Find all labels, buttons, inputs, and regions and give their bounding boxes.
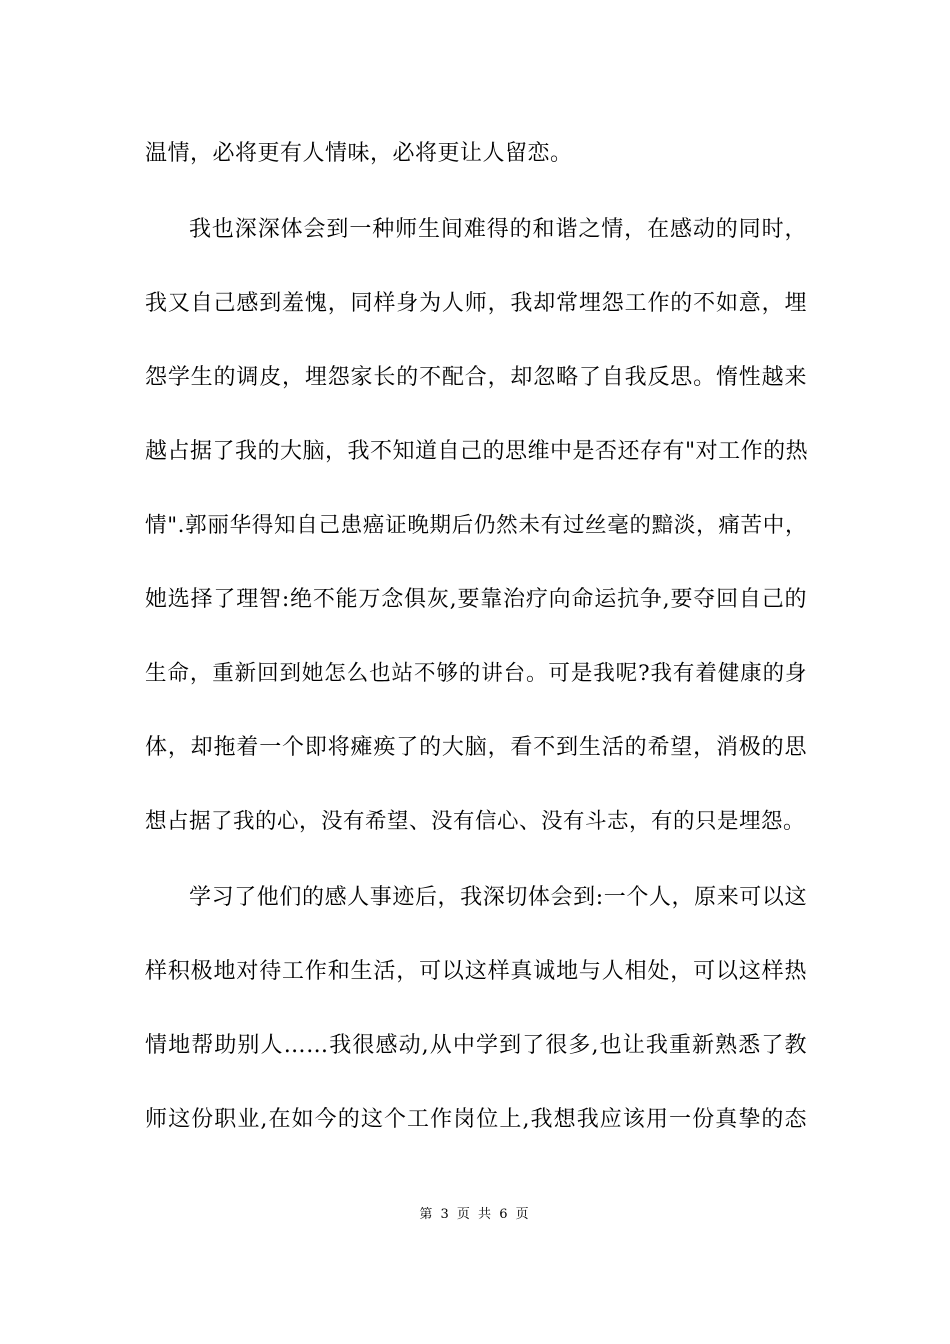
text-line: 温情，必将更有人情味，必将更让人留恋。 [145,141,573,166]
text-line: 越占据了我的大脑，我不知道自己的思维中是否还存有"对工作的热 [145,439,809,464]
text-line: 我又自己感到羞愧，同样身为人师，我却常埋怨工作的不如意，埋 [145,291,807,316]
text-line: 情地帮助别人……我很感动,从中学到了很多,也让我重新熟悉了教 [145,1033,807,1058]
paragraph-first-line: 我也深深体会到一种师生间难得的和谐之情，在感动的同时， [189,217,807,242]
text-line: 体，却拖着一个即将瘫痪了的大脑，看不到生活的希望，消极的思 [145,735,807,760]
text-line: 生命，重新回到她怎么也站不够的讲台。可是我呢?我有着健康的身 [145,661,807,686]
text-line: 样积极地对待工作和生活，可以这样真诚地与人相处，可以这样热 [145,959,807,984]
text-line: 她选择了理智:绝不能万念俱灰,要靠治疗向命运抗争,要夺回自己的 [145,587,807,612]
text-line: 怨学生的调皮，埋怨家长的不配合，却忽略了自我反思。惰性越来 [145,365,807,390]
text-line: 想占据了我的心，没有希望、没有信心、没有斗志，有的只是埋怨。 [145,809,806,834]
text-line: 师这份职业,在如今的这个工作岗位上,我想我应该用一份真挚的态 [145,1107,807,1132]
page-number-footer: 第 3 页 共 6 页 [419,1207,531,1222]
text-line: 情".郭丽华得知自己患癌证晚期后仍然未有过丝毫的黯淡，痛苦中， [145,513,807,538]
paragraph-first-line: 学习了他们的感人事迹后，我深切体会到:一个人，原来可以这 [189,885,807,910]
